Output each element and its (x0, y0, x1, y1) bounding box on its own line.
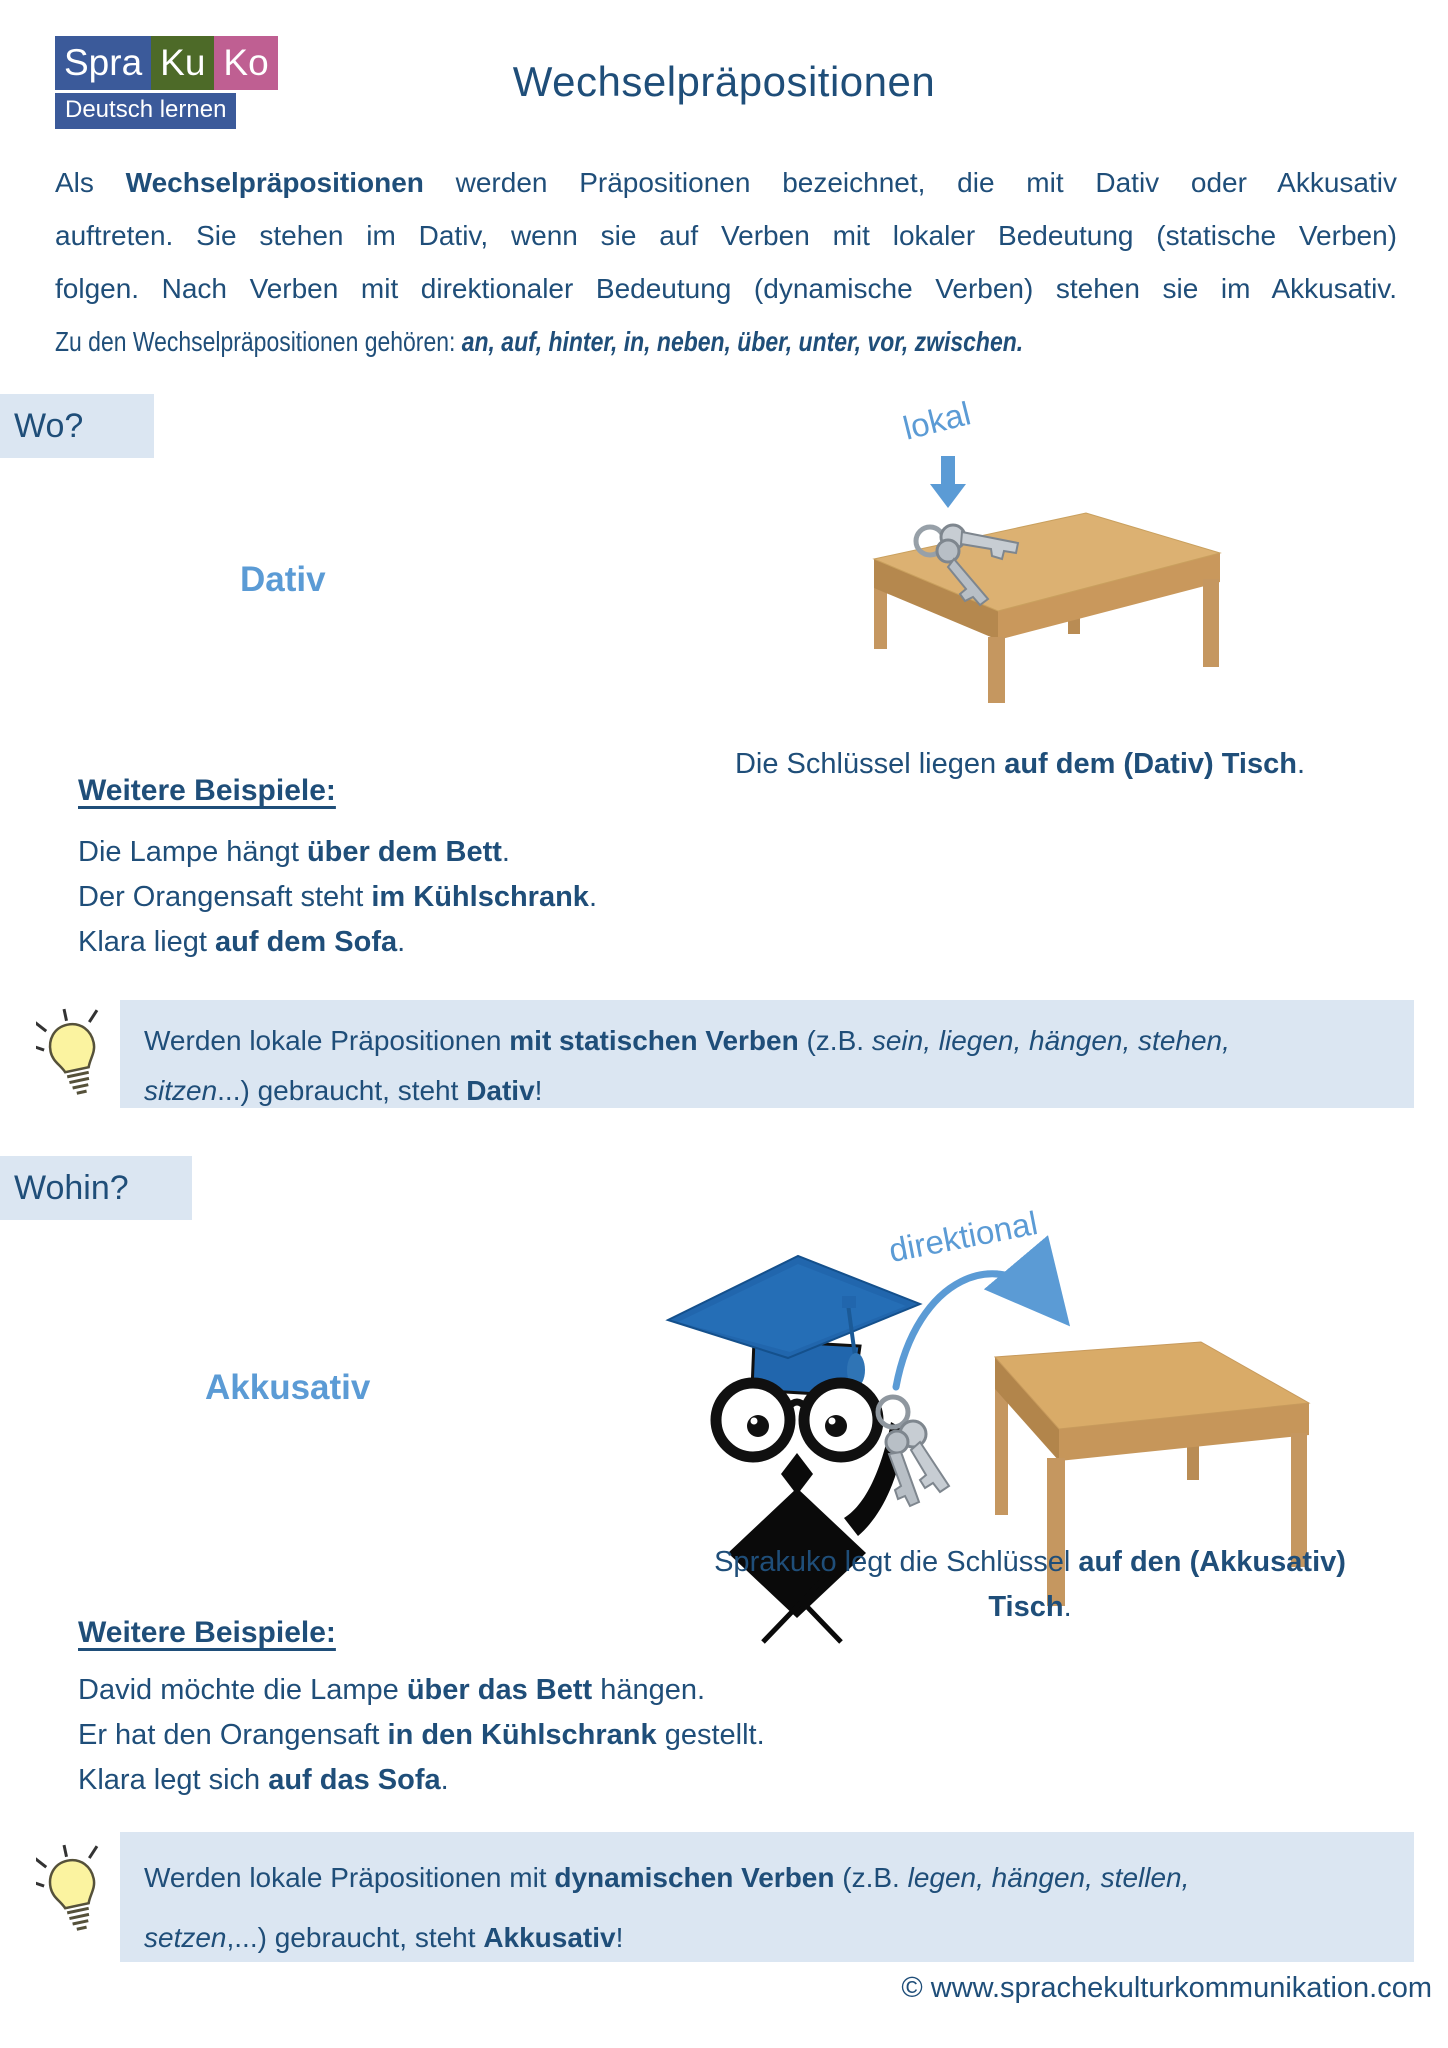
down-arrow-icon (930, 456, 966, 510)
footer-copyright-link[interactable]: © www.sprachekulturkommunikation.com (901, 1972, 1432, 2004)
akkusativ-example-2: Er hat den Orangensaft in den Kühlschrank gestellt. (78, 1719, 765, 1751)
akkusativ-example-3: Klara legt sich auf das Sofa. (78, 1764, 449, 1796)
tip-box-akkusativ: Werden lokale Präpositionen mit dynamischen Verben (z.B. legen, hängen, stellen, setzen,...) gebraucht, steht Akkusativ! (120, 1832, 1414, 1962)
dativ-examples-list (78, 830, 597, 965)
logo-part-spra: Spra (55, 36, 151, 90)
dativ-example-2: Der Orangensaft steht im Kühlschrank. (78, 881, 597, 913)
logo-part-ko: Ko (214, 36, 277, 90)
question-label-wo: Wo? (0, 394, 154, 458)
lightbulb-icon (36, 1008, 112, 1104)
dativ-example-caption: Die Schlüssel liegen auf dem (Dativ) Tisch. (734, 748, 1305, 780)
logo-subtitle: Deutsch lernen (55, 93, 236, 129)
dativ-example-3: Klara liegt auf dem Sofa. (78, 926, 406, 958)
akkusativ-example-1: David möchte die Lampe über das Bett hängen. (78, 1674, 706, 1706)
intro-paragraph-line-1: Als Wechselpräpositionen werden Präpositionen bezeichnet, die mit Dativ oder Akkusativ (55, 167, 1397, 198)
tip-box-dativ: Werden lokale Präpositionen mit statischen Verben (z.B. sein, liegen, hängen, stehen, sitzen...) gebraucht, steht Dativ! (120, 1000, 1414, 1108)
akkusativ-example-caption: Sprakuko legt die Schlüssel auf den (Akkusativ) Tisch. (714, 1546, 1346, 1623)
intro-paragraph-line-2: auftreten. Sie stehen im Dativ, wenn sie auf Verben mit lokaler Bedeutung (statische Verben) (55, 220, 1397, 251)
diagram-label-direktional: direktional (885, 1203, 1041, 1270)
case-label-dativ: Dativ (240, 560, 326, 599)
dativ-example-1: Die Lampe hängt über dem Bett. (78, 836, 510, 868)
akkusativ-examples-list (78, 1668, 765, 1803)
question-label-wohin: Wohin? (0, 1156, 192, 1220)
diagram-label-lokal: lokal (899, 394, 975, 447)
logo-part-ku: Ku (151, 36, 214, 90)
lightbulb-icon (36, 1844, 112, 1940)
intro-paragraph-line-3: folgen. Nach Verben mit direktionaler Bedeutung (dynamische Verben) stehen sie im Akkusativ. (55, 273, 1397, 304)
intro-paragraph-line-4: Zu den Wechselpräpositionen gehören: an, auf, hinter, in, neben, über, unter, vor, zwischen. (55, 326, 1024, 357)
page-title: Wechselpräpositionen (512, 58, 936, 105)
akkusativ-examples-heading: Weitere Beispiele: (78, 1616, 336, 1649)
table-with-keys-illustration (860, 503, 1232, 708)
case-label-akkusativ: Akkusativ (205, 1368, 371, 1407)
dativ-examples-heading: Weitere Beispiele: (78, 774, 336, 807)
